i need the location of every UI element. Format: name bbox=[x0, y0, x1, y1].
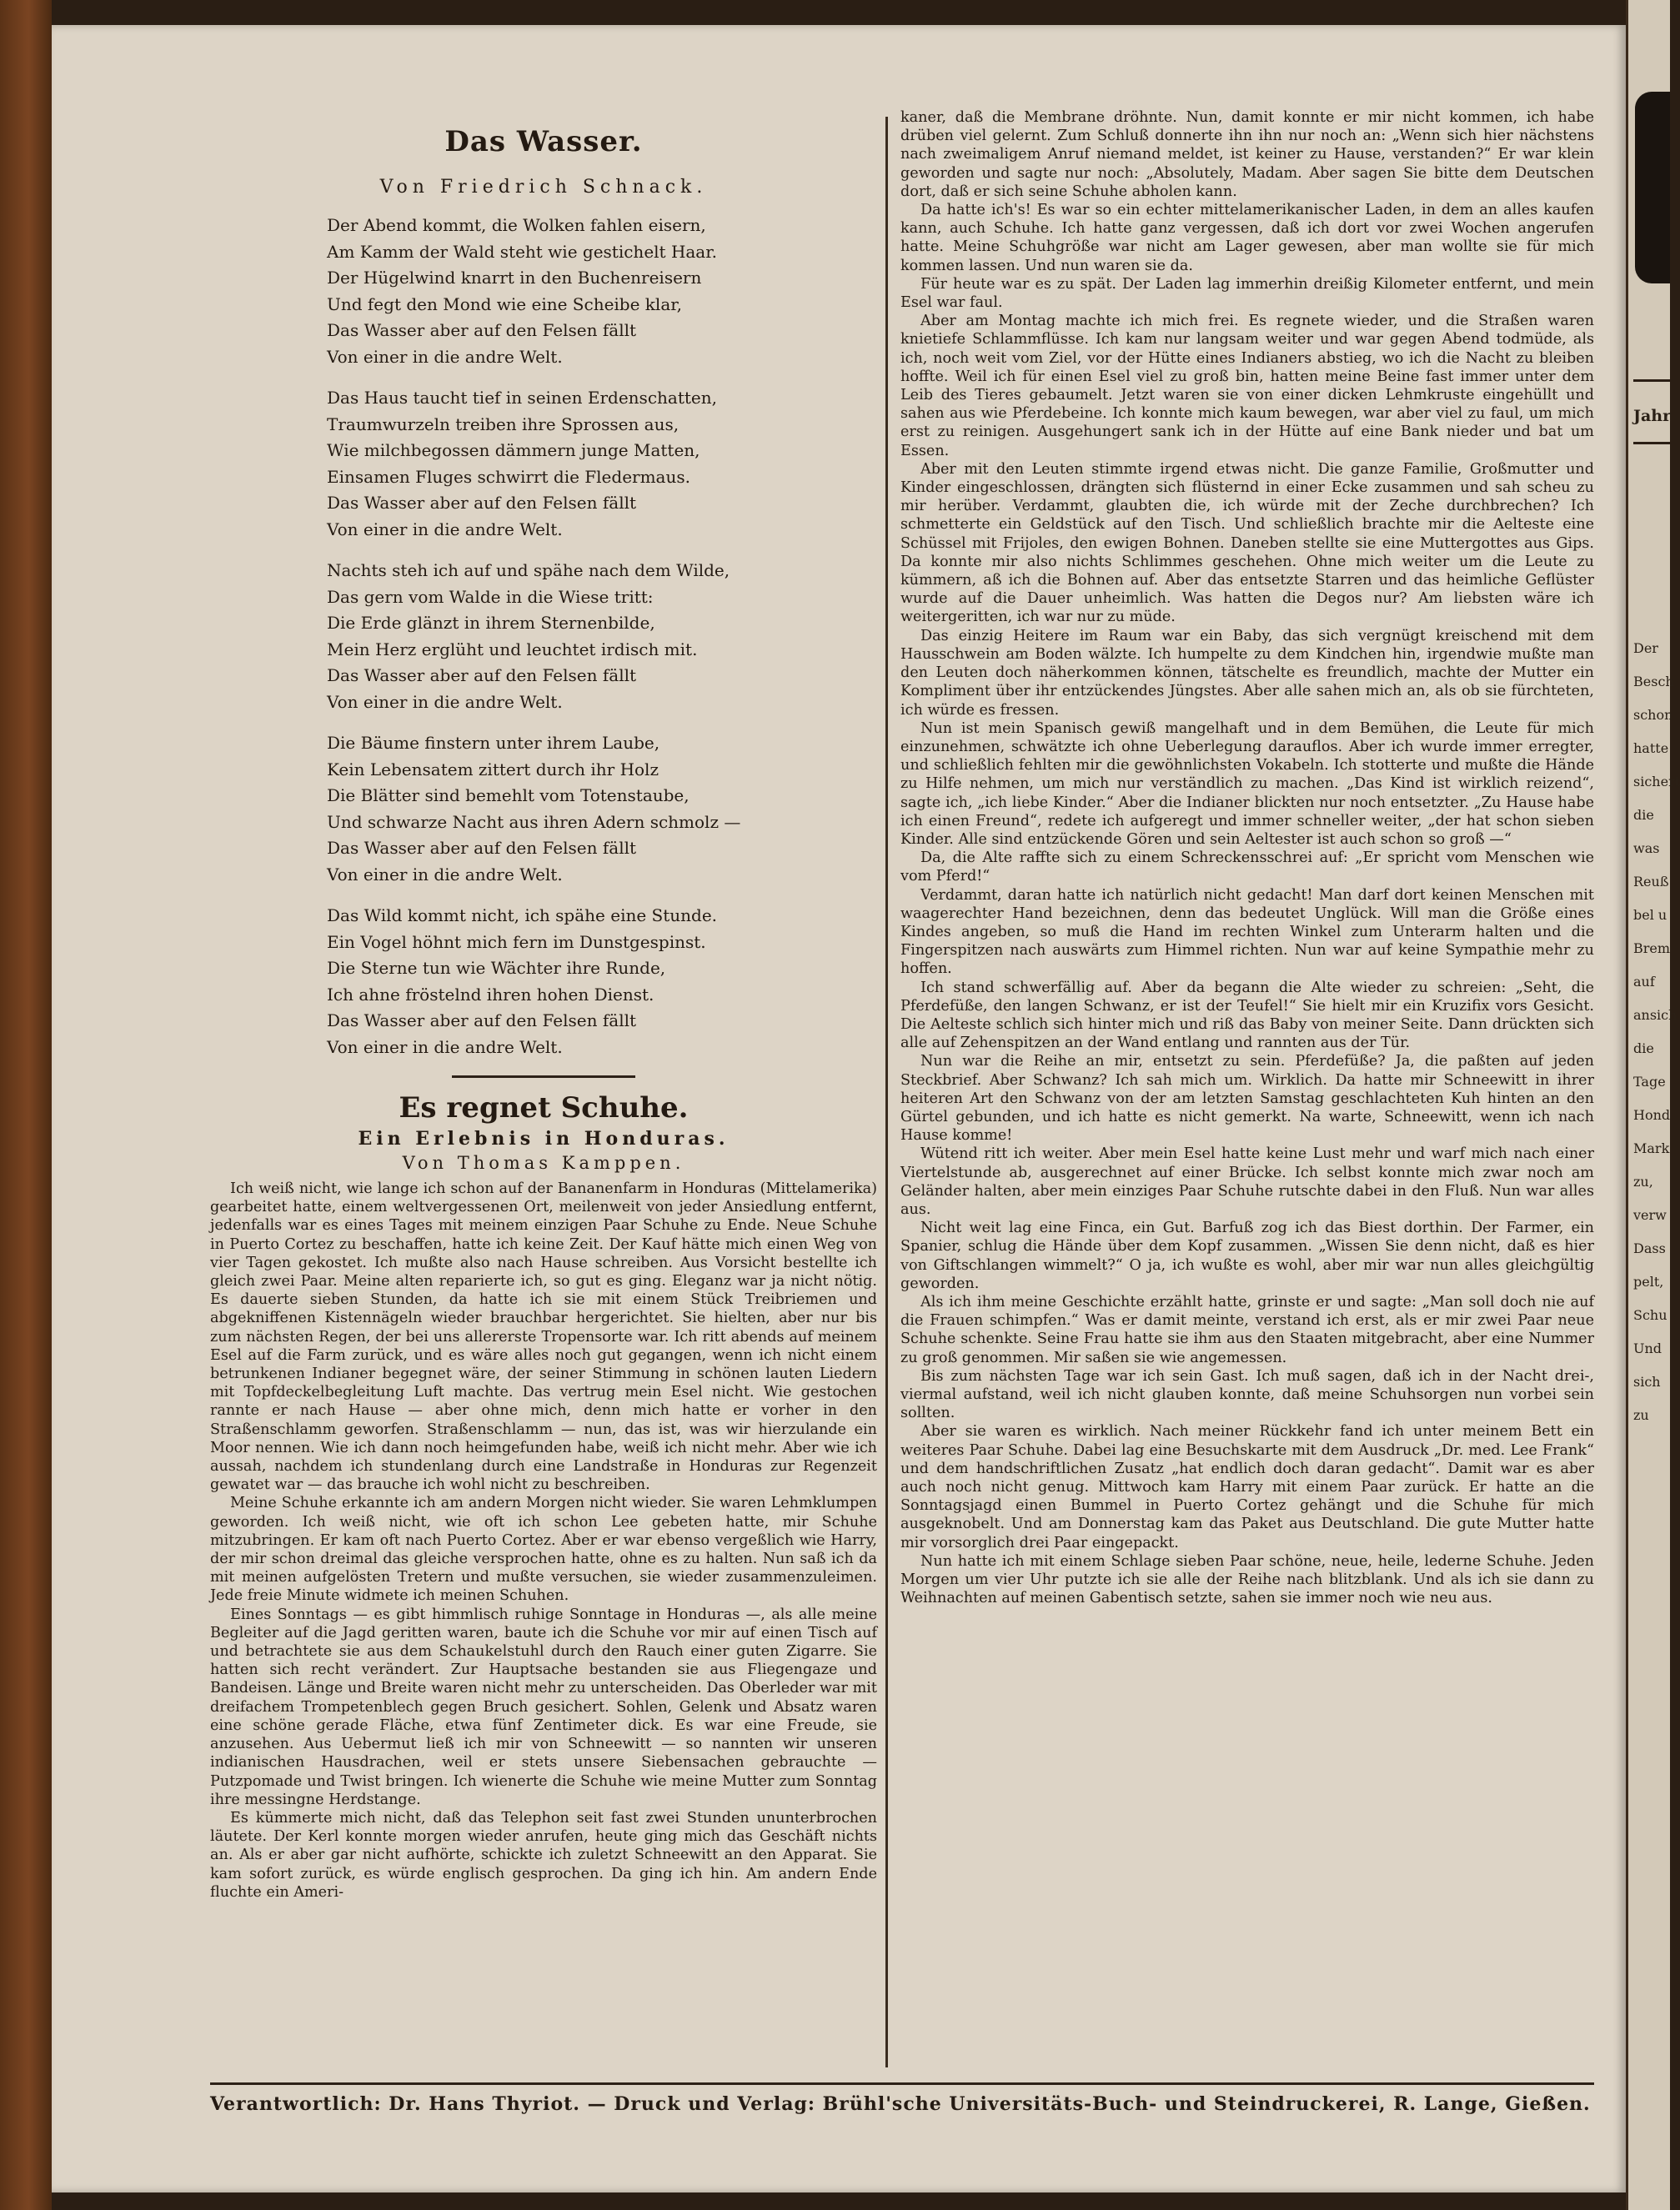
poem-line: Von einer in die andre Welt. bbox=[327, 519, 563, 539]
poem-line: Das Wild kommt nicht, ich spähe eine Stunde. bbox=[327, 905, 718, 925]
poem-title: Das Wasser. bbox=[444, 125, 643, 158]
poem-line: Nachts steh ich auf und spähe nach dem Wilde, bbox=[327, 560, 730, 580]
story-paragraph: Eines Sonntags — es gibt himmlisch ruhige Sonntage in Honduras —, als alle meine Begleiter auf die Jagd geritten waren, baute ich die Schuhe vor mir auf einen Tisch auf und betrachtete sie aus dem Schaukelstuhl durch den Rauch einer guten Zigarre. Sie hatten sich recht verändert. Zur Hauptsache bestanden sie aus Fliegengaze und Bandeisen. Länge und Breite waren nicht mehr zu unterscheiden. Das Oberleder war mit dreifachem Trompetenblech gegen Bruch gesichert. Sohlen, Gelenk und Absatz waren eine schöne gerade Fläche, etwa fünf Zentimeter dick. Es war eine Freude, sie anzusehen. Aus Uebermut ließ ich mir von Schneewitt — so nannten wir unseren indianischen Hausdrachen, weil er stets unsere Siebensachen gebrauchte — Putzpomade und Twist bringen. Ich wienerte die Schuhe wie meine Mutter zum Sonntag ihre messingne Herdstange. bbox=[210, 1606, 877, 1808]
edge-fragment: bel u bbox=[1633, 907, 1667, 923]
poem-line: Das Wasser aber auf den Felsen fällt bbox=[327, 320, 637, 340]
story-paragraph: Als ich ihm meine Geschichte erzählt hatte, grinste er und sagte: „Man soll doch nie auf die Frauen schimpfen.“ Was er damit meinte, verstand ich erst, als er mir zwei Paar neue Schuhe schenkte. Seine Frau hatte sie ihm aus den Staaten mitgebracht, aber eine Nummer zu groß genommen. Mir saßen sie wie angemessen. bbox=[900, 1294, 1594, 1366]
edge-fragment: Besch bbox=[1633, 674, 1674, 689]
story-paragraph: Da hatte ich's! Es war so ein echter mittelamerikanischer Laden, in dem an alles kaufen kann, auch Schuhe. Ich hatte ganz vergessen, daß ich dort vor zwei Wochen angerufen hatte. Meine Schuhgröße war nicht am Lager gewesen, aber man wollte sie für mich kommen lassen. Und nun waren sie da. bbox=[900, 202, 1594, 274]
story-paragraph: Aber mit den Leuten stimmte irgend etwas nicht. Die ganze Familie, Großmutter und Kinder eingeschlossen, drängten sich flüsternd in einer Ecke zusammen und sah scheu zu mir herüber. Verdammt, glaubten die, ich würde mit der Zeche durchbrechen? Ich schmetterte ein Geldstück auf den Tisch. Und schließlich brachte mir die Aelteste eine Schüssel mit Frijoles, den ewigen Bohnen. Daneben stellte sie eine Muttergottes aus Gips. Da konnte mir also nichts Schlimmes geschehen. Ohne mich weiter um die Leute zu kümmern, aß ich die Bohnen auf. Aber das entsetzte Starren und das heimliche Geflüster wurde auf die Dauer unheimlich. Was hatten die Degos nur? Am liebsten wäre ich weitergeritten, ich war nur zu müde. bbox=[900, 460, 1594, 626]
poem-line: Die Blätter sind bemehlt vom Totenstaube, bbox=[327, 785, 690, 805]
story-paragraph: Für heute war es zu spät. Der Laden lag immerhin dreißig Kilometer entfernt, und mein Esel war faul. bbox=[900, 275, 1594, 312]
story-paragraph: Aber am Montag machte ich mich frei. Es regnete wieder, und die Straßen waren knietiefe Schlammflüsse. Ich kam nur langsam weiter und war gegen Abend todmüde, als ich, noch weit vom Ziel, vor der Hütte eines Indianers abstieg, wo ich die Nacht zu bleiben hoffte. Weil ich für einen Esel viel zu groß bin, hatten meine Beine fast immer unter dem Leib des Tieres gebaumelt. Jetzt waren sie von einer dicken Lehmkruste eingehüllt und sahen aus wie Pferdebeine. Ich konnte mich kaum bewegen, war aber viel zu faul, um mich erst zu reinigen. Ausgehungert sank ich in der Hütte auf eine Bank nieder und bat um Essen. bbox=[900, 313, 1594, 459]
edge-fragment: sich bbox=[1633, 1374, 1661, 1390]
story-left-text bbox=[210, 1180, 877, 1902]
edge-fragment: Der bbox=[1633, 640, 1658, 656]
edge-header-fragment: Jahr bbox=[1633, 407, 1672, 425]
poem-line: Der Abend kommt, die Wolken fahlen eisern, bbox=[327, 215, 706, 235]
poem-line: Das Haus taucht tief in seinen Erdenschatten, bbox=[327, 388, 717, 408]
edge-fragment: auf bbox=[1633, 974, 1655, 990]
adjacent-page-edge bbox=[1626, 0, 1680, 2210]
story-paragraph: Das einzig Heitere im Raum war ein Baby, das sich vergnügt kreischend mit dem Hausschwein am Boden wälzte. Ich humpelte zu dem Kindchen hin, irgendwie mußte man den Leuten doch näherkommen können, tätschelte es freundlich, machte der Mutter ein Kompliment über ihr entzückendes Jüngstes. Aber alle sahen mich an, als ob sie fürchteten, ich würde es fressen. bbox=[900, 627, 1594, 719]
poem-line: Das Wasser aber auf den Felsen fällt bbox=[327, 838, 637, 858]
poem-line: Wie milchbegossen dämmern junge Matten, bbox=[327, 440, 700, 460]
story-paragraph: Da, die Alte raffte sich zu einem Schreckensschrei auf: „Er spricht vom Menschen wie vom Pferd!“ bbox=[900, 849, 1594, 885]
left-column bbox=[210, 125, 877, 1902]
column-divider bbox=[885, 117, 888, 2067]
story-paragraph: Nun hatte ich mit einem Schlage sieben Paar schöne, neue, heile, lederne Schuhe. Jeden Morgen um vier Uhr putzte ich sie alle der Reihe nach blitzblank. Und als ich sie dann zu Weihnachten auf meinen Gabentisch setzte, sahen sie immer noch wie neu aus. bbox=[900, 1552, 1594, 1607]
poem-line: Das Wasser aber auf den Felsen fällt bbox=[327, 1010, 637, 1030]
edge-fragment: sichert bbox=[1633, 774, 1680, 789]
edge-fragment: hatte bbox=[1633, 740, 1669, 756]
story-paragraph: Ich weiß nicht, wie lange ich schon auf der Bananenfarm in Honduras (Mittelamerika) gearbeitet hatte, einem weltvergessenen Ort, meilenweit von jeder Ansiedlung entfernt, jedenfalls war es eines Tages mit meinem einzigen Paar Schuhe zu Ende. Neue Schuhe in Puerto Cortez zu beschaffen, hatte ich keine Zeit. Der Kauf hätte mich einen Weg von vier Tagen gekostet. Ich mußte also nach Hause schreiben. Aus Vorsicht bestellte ich gleich zwei Paar. Meine alten reparierte ich, so gut es ging. Eleganz war ja nicht nötig. Es dauerte sieben Stunden, da hatte ich sie mit einem Stück Treibriemen und abgekniffenen Kistennägeln wieder brauchbar hergerichtet. Sie hielten, aber nur bis zum nächsten Regen, der bei uns allererste Tropensorte war. Ich ritt abends auf meinem Esel auf die Farm zurück, und es wäre alles noch gut gegangen, wenn ich nicht einem betrunkenen Indianer begegnet wäre, der seiner Stimmung in schönen lauten Liedern mit Topfdeckelbegleitung Luft machte. Das vertrug mein Esel nicht. Wie gestochen rannte er nach Hause — aber ohne mich, denn mich hatte er vorher in den Straßenschlamm geworfen. Straßenschlamm — nun, das ist, was wir hierzulande ein Moor nennen. Wie ich dann noch heimgefunden habe, weiß ich nicht mehr. Aber wie ich aussah, nachdem ich stundenlang durch eine Landstraße in Honduras zur Regenzeit gewatet war — das brauche ich wohl nicht zu beschreiben. bbox=[210, 1180, 877, 1494]
edge-fragment: verw bbox=[1633, 1207, 1667, 1223]
poem-line: Am Kamm der Wald steht wie gestichelt Haar. bbox=[327, 241, 717, 262]
story-author: Von Thomas Kamppen. bbox=[402, 1153, 685, 1173]
masthead-fragment bbox=[1635, 92, 1670, 283]
edge-fragment: zu, bbox=[1633, 1174, 1653, 1190]
edge-fragment: Mark bbox=[1633, 1140, 1670, 1156]
poem-line: Von einer in die andre Welt. bbox=[327, 1036, 563, 1057]
poem-line: Das gern vom Walde in die Wiese tritt: bbox=[327, 586, 654, 607]
story-paragraph: Nun ist mein Spanisch gewiß mangelhaft und in dem Bemühen, die Leute für mich einzunehmen, schwätzte ich ohne Ueberlegung darauflos. Aber ich wurde immer erregter, und schließlich fehlten mir die gewöhnlichsten Vokabeln. Ich stotterte und mußte die Hände zu Hilfe nehmen, um mich nur verständlich zu machen. „Das Kind ist wirklich reizend“, sagte ich, „ich liebe Kinder.“ Aber die Indianer blickten nur noch entsetzter. „Zu Hause habe ich einen Freund“, redete ich aufgeregt und immer schneller weiter, „der hat schon sieben Kinder. Alle sind entzückende Gören und sein Aeltester ist auch schon so groß —“ bbox=[900, 719, 1594, 848]
story-paragraph: Nun war die Reihe an mir, entsetzt zu sein. Pferdefüße? Ja, die paßten auf jeden Steckbrief. Aber Schwanz? Ich sah mich um. Wirklich. Da hatte mir Schneewitt in ihrer heiteren Art den Schwanz von der am letzten Samstag geschlachteten Kuh hinten an den Gürtel gebunden, und ich hatte es nicht gemerkt. Na warte, Schneewitt, wenn ich nach Hause komme! bbox=[900, 1053, 1594, 1145]
poem-stanza bbox=[327, 903, 877, 1060]
edge-fragment: Hond bbox=[1633, 1107, 1671, 1123]
poem-line: Die Bäume finstern unter ihrem Laube, bbox=[327, 733, 660, 753]
edge-fragment: was bbox=[1633, 840, 1660, 856]
imprint-footer: Verantwortlich: Dr. Hans Thyriot. — Druck und Verlag: Brühl'sche Universitäts-Buch- und Steindruckerei, R. Lange, Gießen. bbox=[210, 2082, 1594, 2115]
poem-stanza bbox=[327, 558, 877, 715]
poem-stanzas bbox=[210, 213, 877, 1060]
story-paragraph: Bis zum nächsten Tage war ich sein Gast. Ich muß sagen, daß ich in der Nacht drei-, viermal aufstand, weil ich nicht glauben konnte, daß meine Schuhsorgen nun vorbei sein sollten. bbox=[900, 1367, 1594, 1422]
poem-line: Der Hügelwind knarrt in den Buchenreisern bbox=[327, 268, 702, 288]
story-paragraph: Ich stand schwerfällig auf. Aber da begann die Alte wieder zu schreien: „Seht, die Pferdefüße, den langen Schwanz, er ist der Teufel!“ Sie hielt mir ein Kruzifix vors Gesicht. Die Aelteste schlich sich hinter mich und riß das Baby von meiner Seite. Dann drückten sich alle auf Zehenspitzen an der Wand entlang und rannten aus der Tür. bbox=[900, 979, 1594, 1052]
edge-fragment: die bbox=[1633, 807, 1654, 823]
edge-rule bbox=[1633, 442, 1670, 444]
poem-line: Das Wasser aber auf den Felsen fällt bbox=[327, 665, 637, 685]
story-paragraph: Wütend ritt ich weiter. Aber mein Esel hatte keine Lust mehr und warf mich nach einer Viertelstunde ab, ausgerechnet auf einer Brücke. Ich selbst konnte mich zwar noch am Geländer halten, aber mein einziges Paar Schuhe rutschte dabei in den Fluß. Nun war alles aus. bbox=[900, 1145, 1594, 1218]
edge-fragment: zu bbox=[1633, 1407, 1649, 1423]
section-separator bbox=[452, 1075, 635, 1078]
poem-line: Und schwarze Nacht aus ihren Adern schmolz — bbox=[327, 811, 741, 832]
poem-line: Traumwurzeln treiben ihre Sprossen aus, bbox=[327, 413, 680, 434]
poem-line: Einsamen Fluges schwirrt die Fledermaus. bbox=[327, 466, 690, 487]
story-paragraph: Meine Schuhe erkannte ich am andern Morgen nicht wieder. Sie waren Lehmklumpen geworden. Ich weiß nicht, wie oft ich schon Lee gebeten hatte, mir Schuhe mitzubringen. Er kam oft nach Puerto Cortez. Aber er war ebenso vergeßlich wie Harry, der mir schon dreimal das gleiche versprochen hatte, ohne es zu halten. Nun saß ich da mit meinen aufgelösten Tretern und mußte versuchen, sie wieder zusammenzuleimen. Jede freie Minute widmete ich meinen Schuhen. bbox=[210, 1495, 877, 1605]
edge-fragment: Reuß bbox=[1633, 874, 1669, 890]
book-spine bbox=[0, 0, 52, 2210]
story-paragraph: Aber sie waren es wirklich. Nach meiner Rückkehr fand ich unter meinem Bett ein weiteres Paar Schuhe. Dabei lag eine Besuchskarte mit dem Ausdruck „Dr. med. Lee Frank“ und dem handschriftlichen Zusatz „hat endlich doch daran gedacht“. Damit war es aber auch noch nicht genug. Mittwoch kam Harry mit einem Paar zurück. Er hatte an die Sonntagsjagd einen Bummel in Puerto Cortez gehängt und die Schuhe für mich ausgeknobelt. Und am Donnerstag kam das Paket aus Deutschland. Die gute Mutter hatte mir vorsorglich drei Paar eingepackt. bbox=[900, 1423, 1594, 1551]
poem-stanza bbox=[327, 385, 877, 543]
poem-line: Von einer in die andre Welt. bbox=[327, 346, 563, 367]
edge-fragment: die bbox=[1633, 1040, 1654, 1056]
story-paragraph: Es kümmerte mich nicht, daß das Telephon seit fast zwei Stunden ununterbrochen läutete. Der Kerl konnte morgen wieder anrufen, heute ging mich das Geschäft nichts an. Als er aber gar nicht aufhörte, schickte ich zuletzt Schneewitt an den Apparat. Sie kam sofort zurück, es würde englisch gesprochen. Da ging ich hin. Am andern Ende fluchte ein Ameri- bbox=[210, 1809, 877, 1901]
poem-line: Und fegt den Mond wie eine Scheibe klar, bbox=[327, 293, 682, 314]
edge-fragment: schon bbox=[1633, 707, 1673, 723]
right-column bbox=[900, 108, 1594, 1607]
edge-fragment: pelt, bbox=[1633, 1274, 1664, 1290]
poem-line: Ich ahne fröstelnd ihren hohen Dienst. bbox=[327, 984, 654, 1005]
edge-fragment: Dass bbox=[1633, 1240, 1666, 1256]
poem-stanza bbox=[327, 730, 877, 888]
poem-author: Von Friedrich Schnack. bbox=[379, 177, 708, 198]
poem-line: Das Wasser aber auf den Felsen fällt bbox=[327, 493, 637, 513]
poem-line: Von einer in die andre Welt. bbox=[327, 691, 563, 712]
poem-line: Kein Lebensatem zittert durch ihr Holz bbox=[327, 759, 659, 779]
poem-line: Mein Herz erglüht und leuchtet irdisch mit. bbox=[327, 639, 698, 659]
edge-fragment: Schu bbox=[1633, 1307, 1667, 1323]
story-paragraph: Nicht weit lag eine Finca, ein Gut. Barfuß zog ich das Biest dorthin. Der Farmer, ein Spanier, schlug die Hände über dem Kopf zusammen. „Wissen Sie denn nicht, daß es hier von Giftschlangen wimmelt?“ O ja, ich wußte es wohl, aber mir war nun alles gleichgültig geworden. bbox=[900, 1220, 1594, 1292]
story-right-text bbox=[900, 108, 1594, 1607]
story-paragraph: kaner, daß die Membrane dröhnte. Nun, damit konnte er mir nicht kommen, ich habe drüben viel gelernt. Zum Schluß donnerte ihn ihn nur noch an: „Wenn sich hier nächstens nach zweimaligem Anruf niemand meldet, ist keiner zu Hause, verstanden?“ Er war klein geworden und sagte nur noch: „Absolutely, Madam. Aber sagen Sie bitte dem Deutschen dort, daß er sich seine Schuhe abholen kann. bbox=[900, 109, 1594, 200]
edge-fragment: ansich bbox=[1633, 1007, 1677, 1023]
edge-fragment: Brem bbox=[1633, 940, 1671, 956]
poem-line: Von einer in die andre Welt. bbox=[327, 864, 563, 885]
poem-line: Die Sterne tun wie Wächter ihre Runde, bbox=[327, 958, 666, 978]
edge-fragment: Und bbox=[1633, 1341, 1662, 1356]
story-subtitle: Ein Erlebnis in Honduras. bbox=[358, 1128, 730, 1150]
poem-line: Die Erde glänzt in ihrem Sternenbilde, bbox=[327, 613, 655, 633]
story-paragraph: Verdammt, daran hatte ich natürlich nicht gedacht! Man darf dort keinen Menschen mit waagerechter Hand bezeichnen, denn das bedeutet Unglück. Will man die Größe eines Kindes angeben, so muß die Hand im rechten Winkel zum Unterarm halten und die Fingerspitzen nach auswärts zum Himmel richten. Nun war auf keine Sympathie mehr zu hoffen. bbox=[900, 886, 1594, 978]
edge-fragment: Tage bbox=[1633, 1074, 1666, 1090]
edge-rule bbox=[1633, 379, 1670, 382]
poem-stanza bbox=[327, 213, 877, 370]
story-title: Es regnet Schuhe. bbox=[399, 1091, 689, 1125]
poem-line: Ein Vogel höhnt mich fern im Dunstgespinst. bbox=[327, 931, 706, 952]
